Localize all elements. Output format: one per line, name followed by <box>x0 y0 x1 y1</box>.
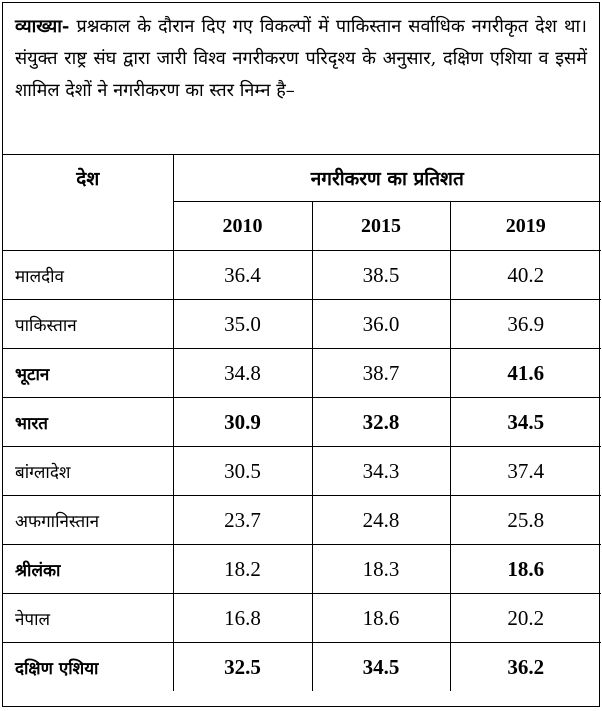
table-row <box>3 545 601 594</box>
value-cell: 36.9 <box>450 300 601 349</box>
value-cell: 18.3 <box>312 545 450 594</box>
value-cell: 16.8 <box>173 594 312 643</box>
table-row <box>3 349 601 398</box>
value-cell: 38.5 <box>312 251 450 300</box>
header-urbanization-percent: नगरीकरण का प्रतिशत <box>173 155 601 202</box>
country-cell: भूटान <box>3 349 173 398</box>
value-cell: 35.0 <box>173 300 312 349</box>
explanation-paragraph <box>3 3 599 155</box>
value-cell: 36.0 <box>312 300 450 349</box>
value-cell: 34.5 <box>450 398 601 447</box>
table-row <box>3 251 601 300</box>
explanation-lead: व्याख्या- <box>15 16 70 37</box>
value-cell: 41.6 <box>450 349 601 398</box>
value-cell: 37.4 <box>450 447 601 496</box>
value-cell: 40.2 <box>450 251 601 300</box>
value-cell: 18.6 <box>312 594 450 643</box>
value-cell: 36.2 <box>450 643 601 692</box>
value-cell: 18.2 <box>173 545 312 594</box>
value-cell: 34.5 <box>312 643 450 692</box>
explanation-text: प्रश्नकाल के दौरान दिए गए विकल्पों में पाकिस्तान सर्वाधिक नगरीकृत देश था। संयुक्त राष्ट्र संघ द्वारा जारी विश्व नगरीकरण परिदृश्य के अनुसार, दक्षिण एशिया व इसमें शामिल देशों ने नगरीकरण का स्तर निम्न है– <box>15 16 587 101</box>
table-row <box>3 496 601 545</box>
header-country: देश <box>3 155 173 251</box>
value-cell: 20.2 <box>450 594 601 643</box>
country-cell: मालदीव <box>3 251 173 300</box>
country-cell: बांग्लादेश <box>3 447 173 496</box>
country-cell: पाकिस्तान <box>3 300 173 349</box>
table-header-row <box>3 155 601 202</box>
value-cell: 34.3 <box>312 447 450 496</box>
header-year-2019: 2019 <box>450 202 601 251</box>
country-cell: अफगानिस्तान <box>3 496 173 545</box>
value-cell: 32.5 <box>173 643 312 692</box>
value-cell: 36.4 <box>173 251 312 300</box>
table-row <box>3 398 601 447</box>
table-row <box>3 447 601 496</box>
value-cell: 30.5 <box>173 447 312 496</box>
document-page <box>2 2 600 707</box>
value-cell: 38.7 <box>312 349 450 398</box>
value-cell: 24.8 <box>312 496 450 545</box>
value-cell: 32.8 <box>312 398 450 447</box>
header-year-2010: 2010 <box>173 202 312 251</box>
country-cell: नेपाल <box>3 594 173 643</box>
table-row <box>3 300 601 349</box>
country-cell: भारत <box>3 398 173 447</box>
value-cell: 34.8 <box>173 349 312 398</box>
table-row <box>3 643 601 692</box>
header-year-2015: 2015 <box>312 202 450 251</box>
value-cell: 18.6 <box>450 545 601 594</box>
table-row <box>3 594 601 643</box>
country-cell: श्रीलंका <box>3 545 173 594</box>
value-cell: 30.9 <box>173 398 312 447</box>
country-cell: दक्षिण एशिया <box>3 643 173 692</box>
urbanization-table <box>3 155 601 691</box>
value-cell: 23.7 <box>173 496 312 545</box>
value-cell: 25.8 <box>450 496 601 545</box>
